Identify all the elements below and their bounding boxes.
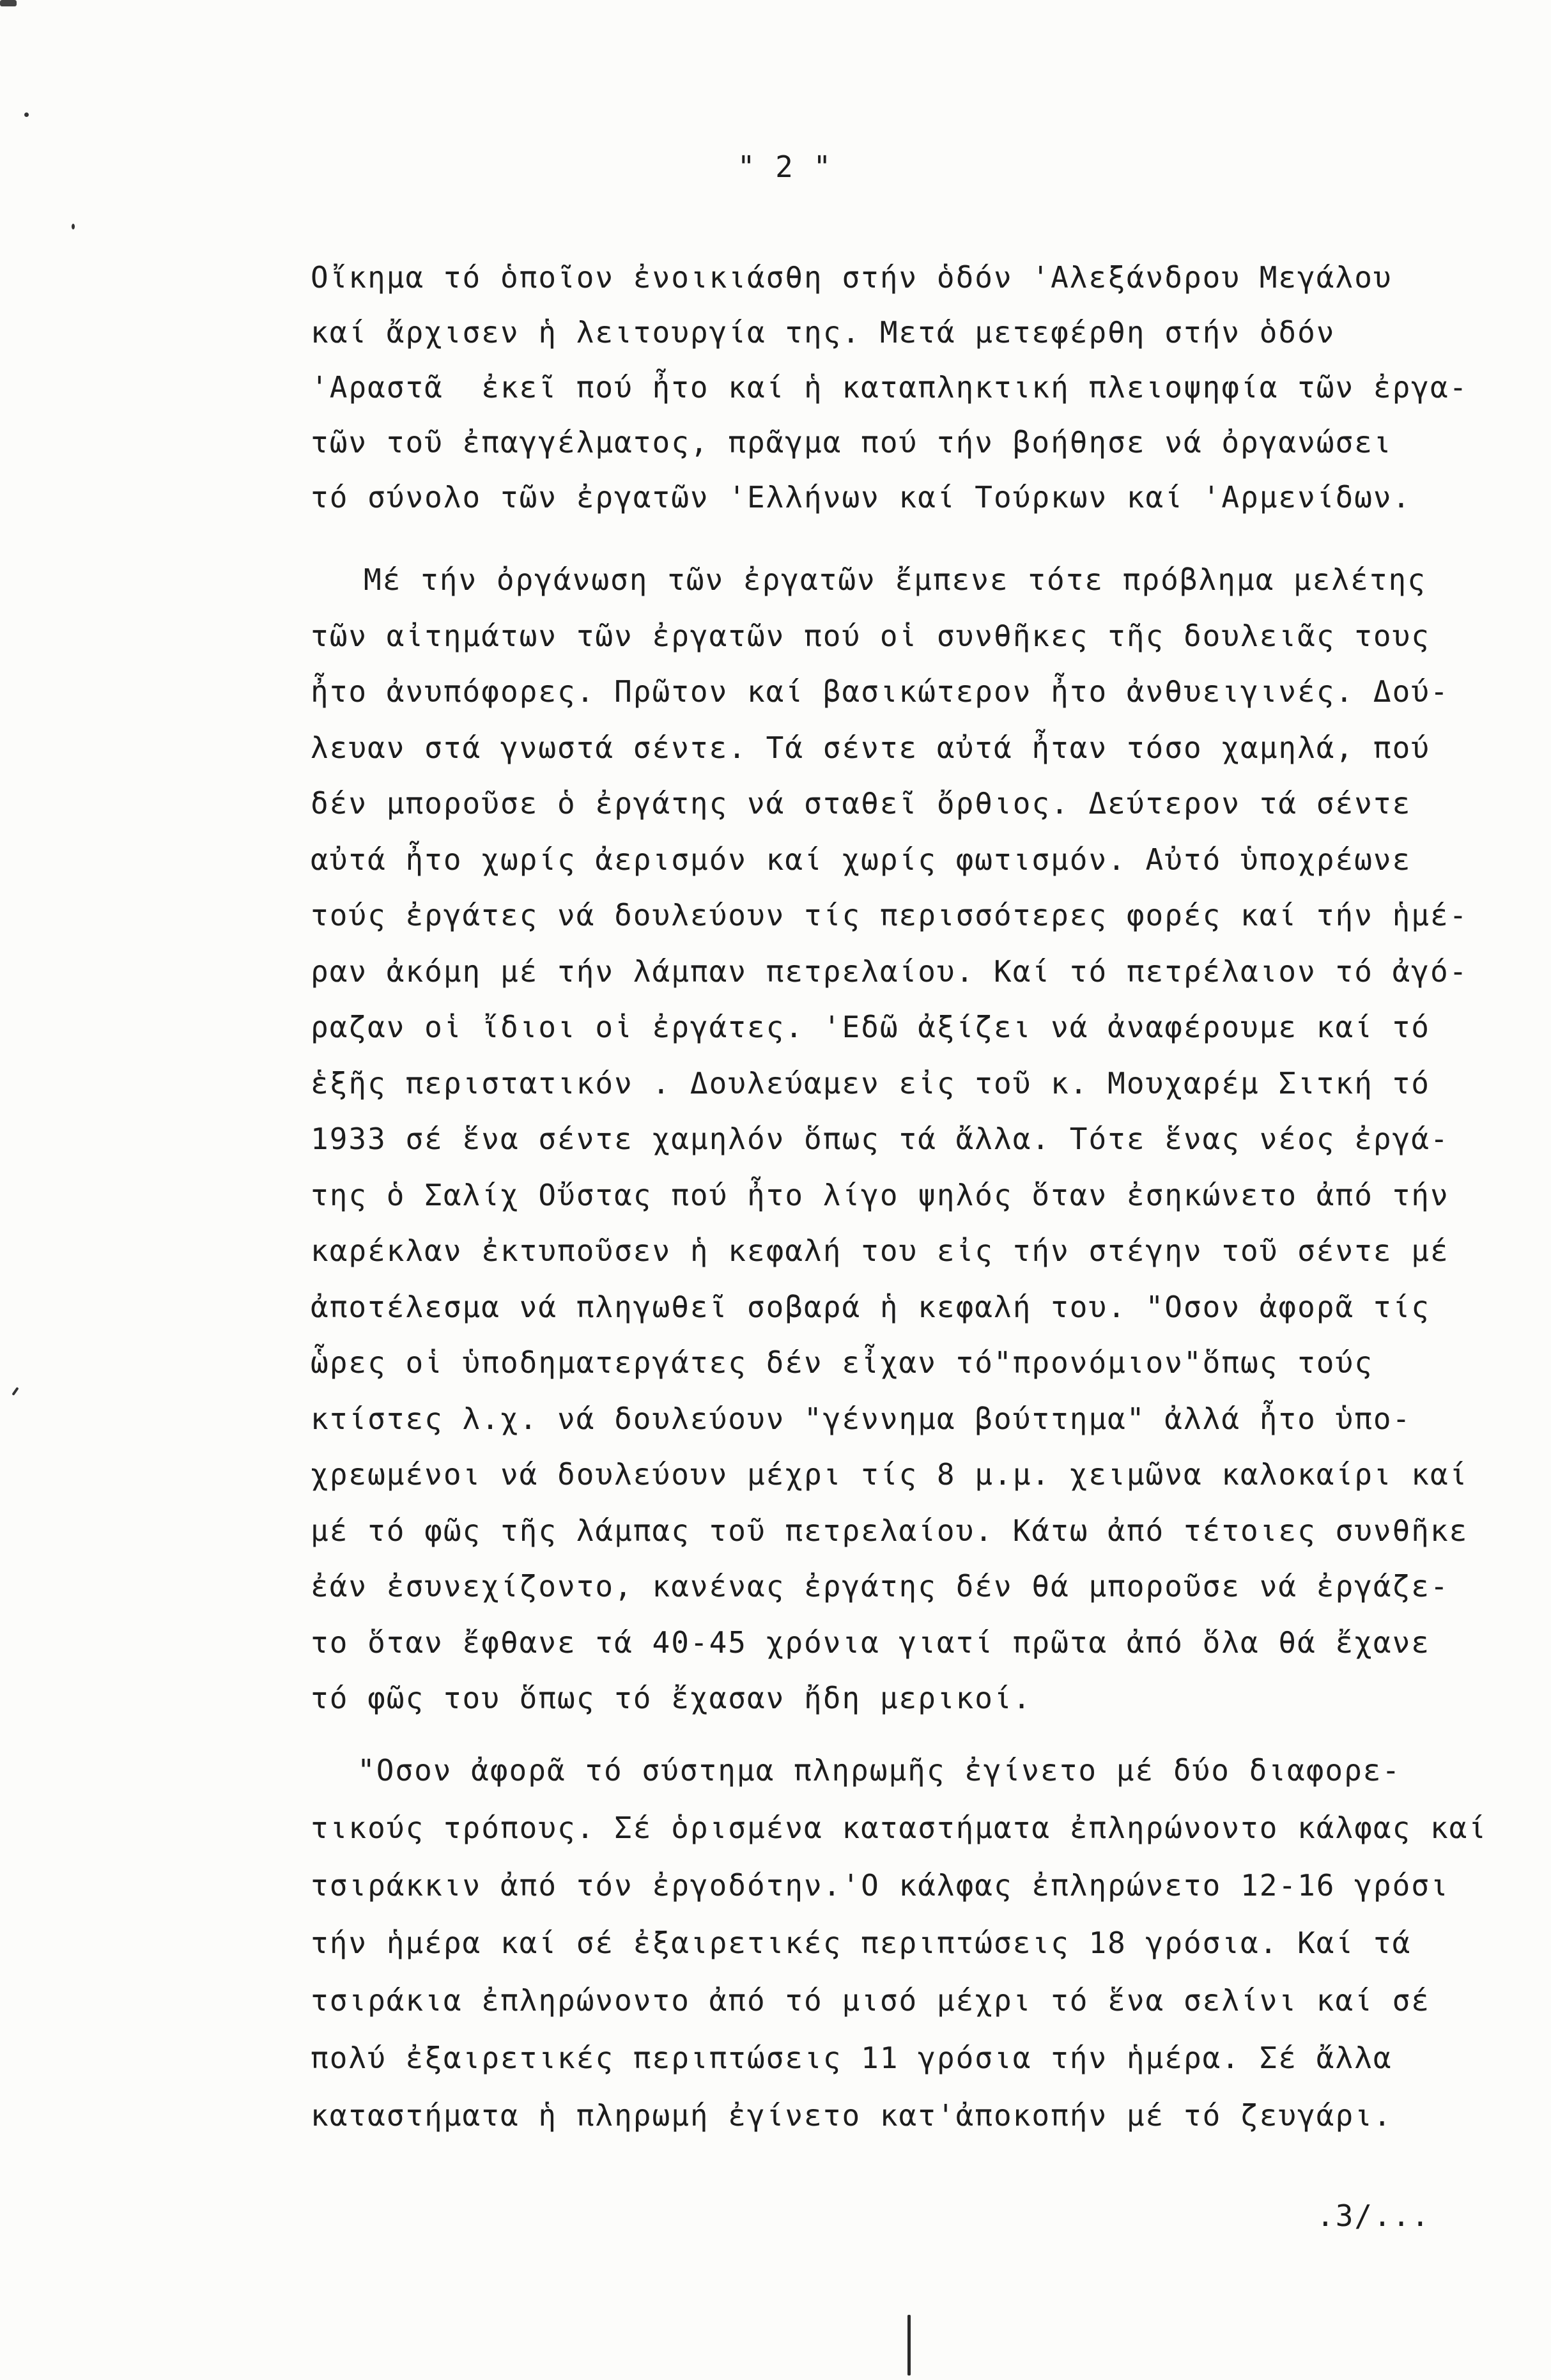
text-line: ἑξῆς περιστατικόν . Δουλεύαμεν εἰς τοῦ κ. Μουχαρέμ Σιτκή τό (311, 1065, 1430, 1101)
continuation-marker: .3/... (1316, 2198, 1431, 2233)
text-line: τό σύνολο τῶν ἐργατῶν 'Ελλήνων καί Τούρκων καί 'Αρμενίδων. (311, 480, 1412, 514)
text-line: τό φῶς του ὅπως τό ἔχασαν ἤδη μερικοί. (311, 1681, 1032, 1715)
scan-speck (24, 112, 29, 117)
paragraph (311, 250, 1538, 525)
text-line: τήν ἡμέρα καί σέ ἐξαιρετικές περιπτώσεις 18 γρόσια. Καί τά (311, 1926, 1412, 1960)
paragraph (311, 552, 1538, 1727)
text-line: "Οσον ἀφορᾶ τό σύστημα πληρωμῆς ἐγίνετο μέ δύο διαφορε- (357, 1753, 1401, 1788)
scan-speck (72, 224, 75, 229)
text-line: τσιράκκιν ἀπό τόν ἐργοδότην.'Ο κάλφας ἐπληρώνετο 12-16 γρόσι (311, 1868, 1449, 1903)
text-line: καρέκλαν ἐκτυποῦσεν ἡ κεφαλή του εἰς τήν στέγην τοῦ σέντε μέ (311, 1233, 1449, 1268)
scan-mark (907, 2315, 911, 2376)
text-line: το ὅταν ἔφθανε τά 40-45 χρόνια γιατί πρῶτα ἀπό ὅλα θά ἔχανε (311, 1625, 1430, 1660)
text-line: 'Αραστᾶ ἐκεῖ πού ἦτο καί ἡ καταπληκτική πλειοψηφία τῶν ἐργα- (311, 370, 1469, 405)
text-line: τῶν τοῦ ἐπαγγέλματος, πρᾶγμα πού τήν βοήθησε νά ὀργανώσει (311, 425, 1393, 460)
text-line: 1933 σέ ἕνα σέντε χαμηλόν ὅπως τά ἄλλα. Τότε ἕνας νέος ἐργά- (311, 1122, 1449, 1156)
text-line: ραν ἀκόμη μέ τήν λάμπαν πετρελαίου. Καί τό πετρέλαιον τό ἀγό- (311, 954, 1469, 989)
scan-speck (12, 1387, 19, 1396)
paragraph (311, 1742, 1538, 2144)
text-line: χρεωμένοι νά δουλεύουν μέχρι τίς 8 μ.μ. χειμῶνα καλοκαίρι καί (311, 1457, 1469, 1492)
text-line: τικούς τρόπους. Σέ ὁρισμένα καταστήματα ἐπληρώνοντο κάλφας καί (311, 1811, 1488, 1845)
text-line: ὧρες οἱ ὑποδηματεργάτες δέν εἶχαν τό"προνόμιον"ὅπως τούς (311, 1345, 1373, 1380)
text-line: πολύ ἐξαιρετικές περιπτώσεις 11 γρόσια τήν ἡμέρα. Σέ ἄλλα (311, 2041, 1393, 2075)
text-line: αὐτά ἦτο χωρίς ἀερισμόν καί χωρίς φωτισμόν. Αὐτό ὑποχρέωνε (311, 842, 1412, 877)
text-line: δέν μποροῦσε ὁ ἐργάτης νά σταθεῖ ὄρθιος. Δεύτερον τά σέντε (311, 786, 1412, 821)
text-line: Οἴκημα τό ὁποῖον ἐνοικιάσθη στήν ὁδόν 'Αλεξάνδρου Μεγάλου (311, 260, 1393, 295)
text-line: της ὁ Σαλίχ Οὔστας πού ἦτο λίγο ψηλός ὅταν ἐσηκώνετο ἀπό τήν (311, 1177, 1449, 1212)
text-line: ραζαν οἱ ἴδιοι οἱ ἐργάτες. 'Εδῶ ἀξίζει νά ἀναφέρουμε καί τό (311, 1010, 1430, 1044)
text-line: Μέ τήν ὀργάνωση τῶν ἐργατῶν ἔμπενε τότε πρόβλημα μελέτης (364, 562, 1426, 597)
text-line: λευαν στά γνωστά σέντε. Τά σέντε αὐτά ἦταν τόσο χαμηλά, πού (311, 730, 1430, 765)
text-line: τούς ἐργάτες νά δουλεύουν τίς περισσότερες φορές καί τήν ἡμέ- (311, 898, 1469, 932)
text-line: καί ἄρχισεν ἡ λειτουργία της. Μετά μετεφέρθη στήν ὁδόν (311, 315, 1336, 350)
text-line: τσιράκια ἐπληρώνοντο ἀπό τό μισό μέχρι τό ἕνα σελίνι καί σέ (311, 1983, 1430, 2018)
text-line: καταστήματα ἡ πληρωμή ἐγίνετο κατ'ἀποκοπήν μέ τό ζευγάρι. (311, 2098, 1393, 2133)
text-line: ἀποτέλεσμα νά πληγωθεῖ σοβαρά ἡ κεφαλή του. "Οσον ἀφορᾶ τίς (311, 1289, 1430, 1324)
text-line: ἐάν ἐσυνεχίζοντο, κανένας ἐργάτης δέν θά μποροῦσε νά ἐργάζε- (311, 1569, 1449, 1603)
text-line: μέ τό φῶς τῆς λάμπας τοῦ πετρελαίου. Κάτω ἀπό τέτοιες συνθῆκε (311, 1513, 1469, 1548)
text-line: ἦτο ἀνυπόφορες. Πρῶτον καί βασικώτερον ἦτο ἀνθυειγινές. Δού- (311, 674, 1449, 709)
page-number: " 2 " (737, 150, 833, 184)
text-line: τῶν αἰτημάτων τῶν ἐργατῶν πού οἱ συνθῆκες τῆς δουλειᾶς τους (311, 618, 1430, 653)
text-line: κτίστες λ.χ. νά δουλεύουν "γέννημα βούττημα" ἀλλά ἦτο ὑπο- (311, 1401, 1412, 1436)
scan-speck (0, 0, 17, 6)
